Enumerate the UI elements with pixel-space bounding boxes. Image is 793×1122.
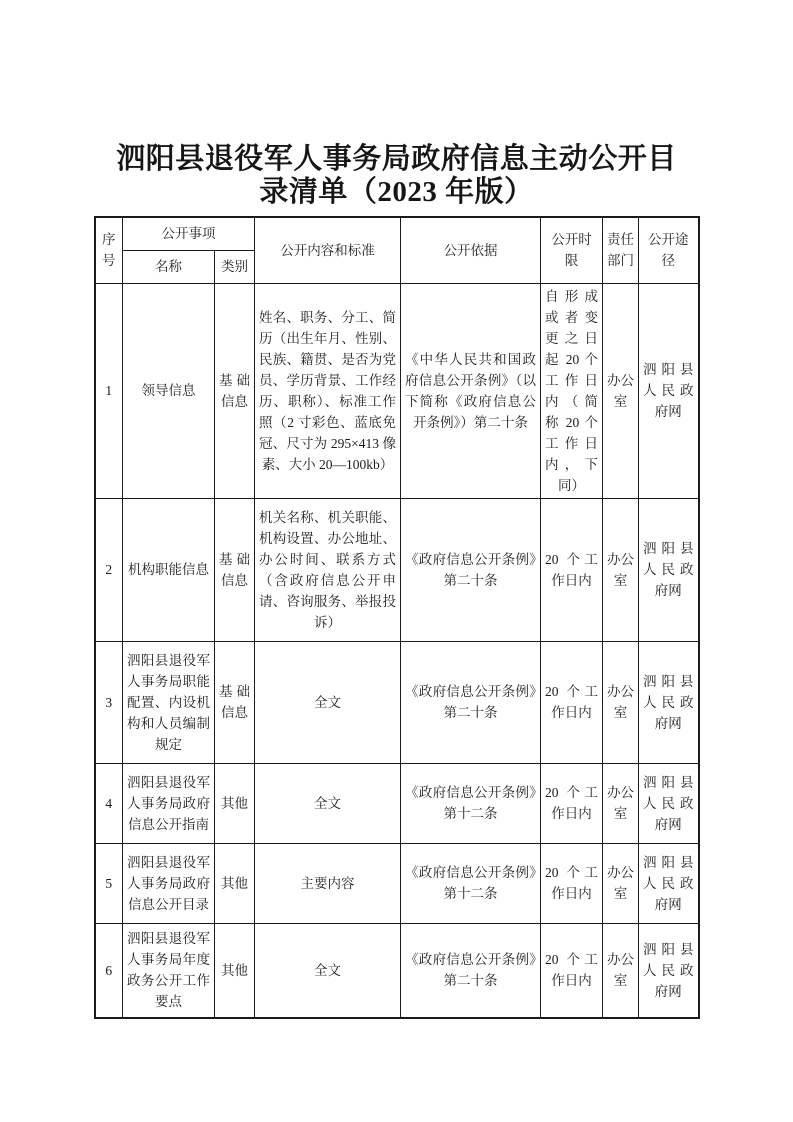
cell-channel: 泗阳县人民政府网 bbox=[639, 498, 699, 641]
header-disclosure-item: 公开事项 bbox=[123, 217, 255, 250]
cell-name: 领导信息 bbox=[123, 283, 215, 498]
cell-serial: 3 bbox=[95, 641, 123, 763]
cell-basis: 《政府信息公开条例》第二十条 bbox=[401, 498, 541, 641]
header-content-standard: 公开内容和标准 bbox=[255, 217, 401, 283]
cell-serial: 2 bbox=[95, 498, 123, 641]
cell-content: 全文 bbox=[255, 923, 401, 1018]
cell-serial: 5 bbox=[95, 843, 123, 923]
cell-serial: 6 bbox=[95, 923, 123, 1018]
cell-name: 机构职能信息 bbox=[123, 498, 215, 641]
cell-basis: 《中华人民共和国政府信息公开条例》（以下简称《政府信息公开条例》）第二十条 bbox=[401, 283, 541, 498]
cell-time-limit: 自形成或者变更之日起 20 个工作日内（简称 20 个工作日内，下同） bbox=[541, 283, 603, 498]
header-row-1 bbox=[95, 217, 699, 250]
disclosure-catalog-table bbox=[94, 216, 700, 1019]
cell-category: 其他 bbox=[215, 843, 255, 923]
cell-time-limit: 20 个工作日内 bbox=[541, 843, 603, 923]
table-row bbox=[95, 641, 699, 763]
cell-time-limit: 20 个工作日内 bbox=[541, 498, 603, 641]
cell-name: 泗阳县退役军人事务局政府信息公开指南 bbox=[123, 763, 215, 843]
cell-department: 办公室 bbox=[603, 843, 639, 923]
cell-department: 办公室 bbox=[603, 641, 639, 763]
cell-department: 办公室 bbox=[603, 498, 639, 641]
cell-content: 机关名称、机关职能、机构设置、办公地址、办公时间、联系方式（含政府信息公开申请、咨询服务、举报投诉） bbox=[255, 498, 401, 641]
cell-department: 办公室 bbox=[603, 763, 639, 843]
cell-channel: 泗阳县人民政府网 bbox=[639, 923, 699, 1018]
cell-serial: 4 bbox=[95, 763, 123, 843]
header-serial-number: 序号 bbox=[95, 217, 123, 283]
document-title: 泗阳县退役军人事务局政府信息主动公开目录清单（2023 年版） bbox=[116, 143, 677, 208]
cell-channel: 泗阳县人民政府网 bbox=[639, 283, 699, 498]
cell-content: 全文 bbox=[255, 763, 401, 843]
cell-department: 办公室 bbox=[603, 283, 639, 498]
cell-name: 泗阳县退役军人事务局政府信息公开目录 bbox=[123, 843, 215, 923]
cell-category: 基础信息 bbox=[215, 641, 255, 763]
cell-basis: 《政府信息公开条例》第二十条 bbox=[401, 641, 541, 763]
cell-channel: 泗阳县人民政府网 bbox=[639, 763, 699, 843]
cell-category: 基础信息 bbox=[215, 498, 255, 641]
cell-channel: 泗阳县人民政府网 bbox=[639, 641, 699, 763]
cell-department: 办公室 bbox=[603, 923, 639, 1018]
cell-basis: 《政府信息公开条例》第十二条 bbox=[401, 763, 541, 843]
cell-name: 泗阳县退役军人事务局职能配置、内设机构和人员编制规定 bbox=[123, 641, 215, 763]
cell-time-limit: 20 个工作日内 bbox=[541, 641, 603, 763]
cell-time-limit: 20 个工作日内 bbox=[541, 763, 603, 843]
cell-channel: 泗阳县人民政府网 bbox=[639, 843, 699, 923]
header-basis: 公开依据 bbox=[401, 217, 541, 283]
table-row bbox=[95, 763, 699, 843]
cell-basis: 《政府信息公开条例》第二十条 bbox=[401, 923, 541, 1018]
header-name: 名称 bbox=[123, 250, 215, 283]
header-channel: 公开途径 bbox=[639, 217, 699, 283]
cell-content: 主要内容 bbox=[255, 843, 401, 923]
header-time-limit: 公开时限 bbox=[541, 217, 603, 283]
cell-time-limit: 20 个工作日内 bbox=[541, 923, 603, 1018]
cell-content: 全文 bbox=[255, 641, 401, 763]
header-department: 责任部门 bbox=[603, 217, 639, 283]
cell-name: 泗阳县退役军人事务局年度政务公开工作要点 bbox=[123, 923, 215, 1018]
table-header bbox=[95, 217, 699, 283]
cell-category: 基础信息 bbox=[215, 283, 255, 498]
cell-category: 其他 bbox=[215, 763, 255, 843]
table-row bbox=[95, 923, 699, 1018]
cell-basis: 《政府信息公开条例》第十二条 bbox=[401, 843, 541, 923]
table-row bbox=[95, 283, 699, 498]
table-body bbox=[95, 283, 699, 1018]
table-row bbox=[95, 843, 699, 923]
cell-serial: 1 bbox=[95, 283, 123, 498]
header-category: 类别 bbox=[215, 250, 255, 283]
cell-content: 姓名、职务、分工、简历（出生年月、性别、民族、籍贯、是否为党员、学历背景、工作经历、职称）、标准工作照（2 寸彩色、蓝底免冠、尺寸为 295×413 像素、大小 20—100kb） bbox=[255, 283, 401, 498]
table-row bbox=[95, 498, 699, 641]
cell-category: 其他 bbox=[215, 923, 255, 1018]
